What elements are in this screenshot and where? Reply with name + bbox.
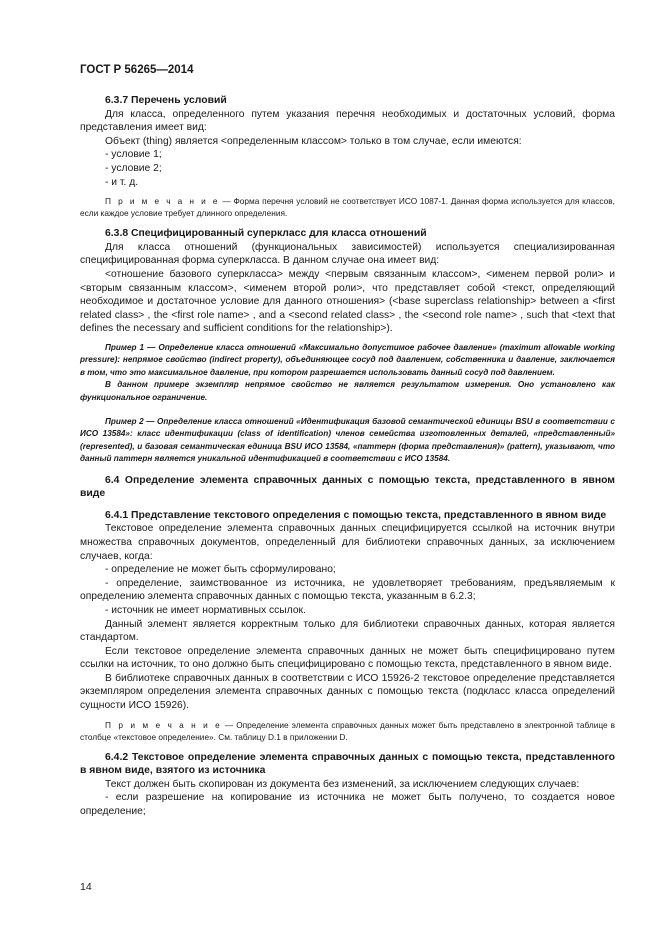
- paragraph: Текстовое определение элемента справочных данных специфицируется ссылкой на источник внутри множества справочных документов, определенный для библиотеки справочных данных, за исключением случаев, когда:: [80, 523, 615, 562]
- page-number: 14: [80, 881, 92, 893]
- paragraph: - источник не имеет нормативных ссылок.: [105, 604, 306, 616]
- paragraph: - определение, заимствованное из источника, не удовлетворяет требованиям, предъявляемым к определению элемента справочных данных с помощью текста, указанным в 6.2.3;: [80, 577, 615, 603]
- note-label: П р и м е ч а н и е: [105, 719, 222, 730]
- section-heading: 6.4.1 Представление текстового определения с помощью текста, представленного в явном виде: [105, 509, 607, 521]
- paragraph: Данный элемент является корректным только для библиотеки справочных данных, которая является стандартом.: [80, 618, 615, 644]
- note-text: — Форма перечня условий не соответствует ИСО 1087-1. Данная форма используется для классов, если каждое условие требует длинного определения.: [80, 196, 615, 219]
- note: [80, 195, 615, 219]
- paragraph: - условие 2;: [105, 162, 162, 174]
- section-heading: 6.3.8 Специфицированный суперкласс для класса отношений: [105, 228, 427, 240]
- section-heading: 6.4.2 Текстовое определение элемента справочных данных с помощью текста, представленного в явном виде, взятого из источника: [80, 751, 615, 777]
- section-heading: 6.4 Определение элемента справочных данных с помощью текста, представленного в явном виде: [80, 474, 615, 500]
- paragraph: Для класса отношений (функциональных зависимостей) используется специализированная специфицированная форма суперкласса. В данном случае она имеет вид:: [80, 241, 615, 267]
- paragraph: Текст должен быть скопирован из документа без изменений, за исключением следующих случаев:: [105, 778, 580, 790]
- example: Пример 2 — Определение класса отношений «Идентификация базовой семантической единицы BSU в соответствии с ИСО 13584»: класс идентификации (class of identification) членов семейства изготовленных деталей, «представленный» (represented), и базовая семантическая единица BSU ИСО 13584, «паттерн (форма представления)» (pattern), указывают, что данный паттерн является уникальной идентификацией в соответствии с ИСО 13584.: [80, 416, 615, 464]
- paragraph: В библиотеке справочных данных в соответствии с ИСО 15926-2 текстовое определение представляется экземпляром определения элемента справочных данных с помощью текста (подкласс класса определений сущности ИСО 15926).: [80, 672, 615, 712]
- paragraph: - если разрешение на копирование из источника не может быть получено, то создается новое определение;: [80, 792, 615, 818]
- example: Пример 1 — Определение класса отношений «Максимально допустимое рабочее давление» (maximum allowable working pressure): непрямое свойство (indirect property), объединяющее сосуд под давлением, собственника и давление, заключается в том, что это максимальное давление, при котором разрешается использовать данный сосуд под давлением.: [80, 342, 615, 377]
- document-page: [80, 64, 615, 819]
- note-text: — Определение элемента справочных данных может быть представлено в электронной таблице в столбце «текстовое определение». См. таблицу D.1 в приложении D.: [80, 719, 615, 742]
- paragraph: Объект (thing) является <определенным классом> только в том случае, если имеются:: [105, 135, 522, 147]
- document-header: ГОСТ Р 56265—2014: [80, 64, 194, 76]
- paragraph: - условие 1;: [105, 149, 162, 161]
- paragraph: - определение не может быть сформулировано;: [105, 564, 336, 576]
- paragraph: Для класса, определенного путем указания перечня необходимых и достаточных условий, форма представления имеет вид:: [80, 108, 615, 134]
- note: [80, 719, 615, 743]
- example: В данном примере экземпляр непрямое свойство не является результатом измерения. Оно установлено как функциональное ограничение.: [80, 380, 615, 402]
- document-body: [80, 94, 615, 819]
- note-label: П р и м е ч а н и е: [105, 196, 220, 207]
- paragraph: - и т. д.: [105, 176, 139, 188]
- paragraph: <отношение базового суперкласса> между <первым связанным классом>, <именем первой роли> и <вторым связанным классом>, <именем второй роли>, что представляет собой <текст, определяющий необходимое и достаточное условие для данного отношения> (<base superclass relationship> between a <first related class> , the <first role name> , and a <second related class> , the <second role name> , such that <text that defines the necessary and sufficient conditions for the relationship>).: [80, 268, 615, 335]
- section-heading: 6.3.7 Перечень условий: [105, 95, 227, 106]
- paragraph: Если текстовое определение элемента справочных данных не может быть специфицировано путем ссылки на источник, то оно должно быть специфицировано с помощью текста, представленного в явном виде.: [80, 645, 615, 671]
